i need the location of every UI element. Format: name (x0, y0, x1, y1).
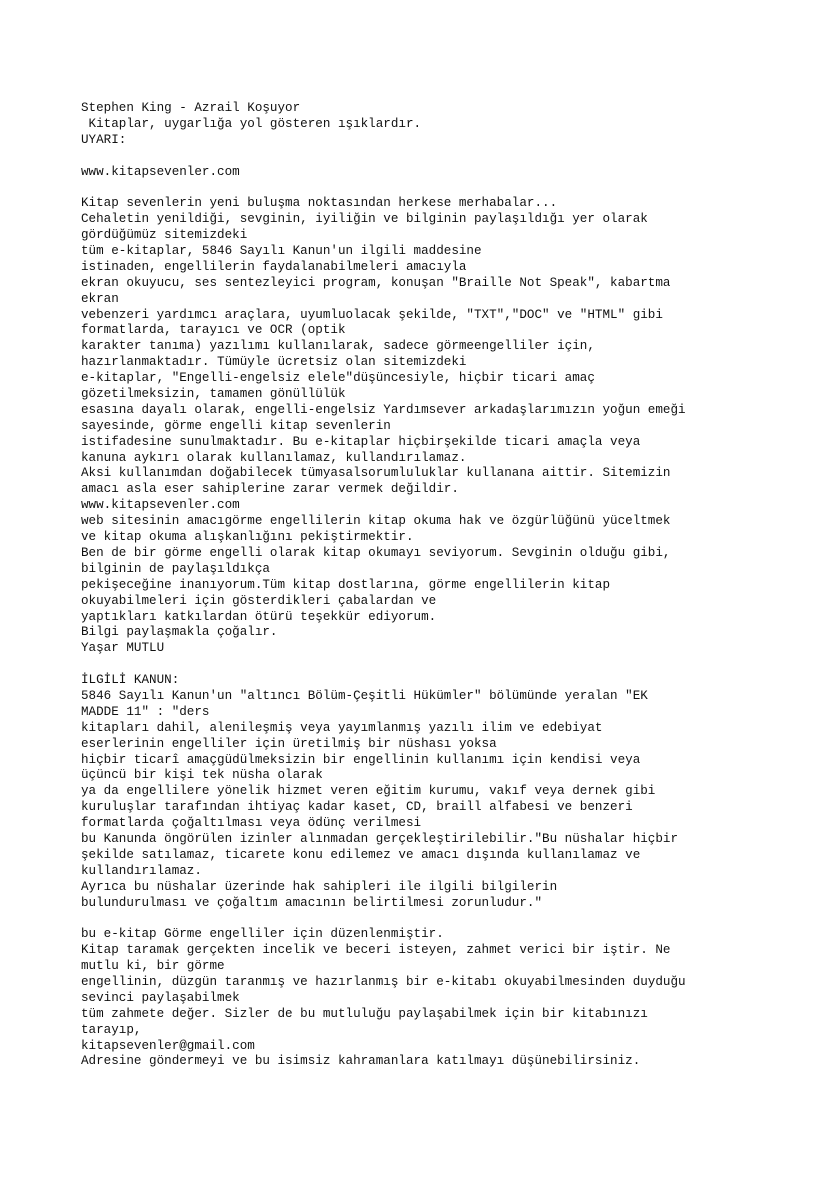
text-line: kitapsevenler@gmail.com (81, 1038, 255, 1053)
text-line: sayesinde, görme engelli kitap sevenlerin (81, 418, 391, 433)
text-line: bilginin de paylaşıldıkça (81, 561, 270, 576)
text-line: formatlarda çoğaltılması veya ödünç verilmesi (81, 816, 422, 831)
text-line: hiçbir ticarî amaçgüdülmeksizin bir engellinin kullanımı için kendisi veya (81, 752, 641, 767)
document-page (81, 101, 781, 1070)
text-line: amacı asla eser sahiplerine zarar vermek değildir. (81, 482, 459, 497)
text-line: web sitesinin amacıgörme engellilerin kitap okuma hak ve özgürlüğünü yüceltmek (81, 514, 671, 529)
text-line: kuruluşlar tarafından ihtiyaç kadar kaset, CD, braill alfabesi ve benzeri (81, 800, 633, 815)
text-line: karakter tanıma) yazılımı kullanılarak, sadece görmeengelliler için, (81, 339, 595, 354)
text-line: formatlarda, tarayıcı ve OCR (optik (81, 323, 346, 338)
text-line: Cehaletin yenildiği, sevginin, iyiliğin ve bilginin paylaşıldığı yer olarak (81, 212, 648, 227)
text-line: vebenzeri yardımcı araçlara, uyumluolacak şekilde, "TXT","DOC" ve "HTML" gibi (81, 307, 663, 322)
text-line: 5846 Sayılı Kanun'un "altıncı Bölüm-Çeşitli Hükümler" bölümünde yeralan "EK (81, 688, 648, 703)
text-line: Adresine göndermeyi ve bu isimsiz kahramanlara katılmayı düşünebilirsiniz. (81, 1054, 641, 1069)
text-line: Bilgi paylaşmakla çoğalır. (81, 625, 278, 640)
text-line: eserlerinin engelliler için üretilmiş bir nüshası yoksa (81, 736, 497, 751)
text-line: Ben de bir görme engelli olarak kitap okumayı seviyorum. Sevginin olduğu gibi, (81, 545, 671, 560)
text-line: www.kitapsevenler.com (81, 498, 240, 513)
paragraph-gap (81, 149, 781, 165)
text-line: bulundurulması ve çoğaltım amacının belirtilmesi zorunludur." (81, 895, 543, 910)
text-line: Stephen King - Azrail Koşuyor (81, 101, 301, 115)
text-line: tüm e-kitaplar, 5846 Sayılı Kanun'un ilgili maddesine (81, 244, 482, 259)
text-line: gözetilmeksizin, tamamen gönüllülük (81, 387, 346, 402)
paragraph-gap (81, 180, 781, 196)
text-line: Yaşar MUTLU (81, 641, 165, 656)
paragraph-gap (81, 657, 781, 673)
text-line: okuyabilmeleri için gösterdikleri çabalardan ve (81, 593, 437, 608)
text-line: kullandırılamaz. (81, 863, 202, 878)
text-line: kitapları dahil, alenileşmiş veya yayımlanmış yazılı ilim ve edebiyat (81, 720, 603, 735)
text-line: ekran okuyucu, ses sentezleyici program, konuşan "Braille Not Speak", kabartma (81, 275, 671, 290)
text-line: MADDE 11" : "ders (81, 704, 210, 719)
text-line: şekilde satılamaz, ticarete konu edilemez ve amacı dışında kullanılamaz ve (81, 847, 641, 862)
text-line: bu e-kitap Görme engelliler için düzenlenmiştir. (81, 927, 444, 942)
text-line: üçüncü bir kişi tek nüsha olarak (81, 768, 323, 783)
text-line: Kitap sevenlerin yeni buluşma noktasından herkese merhabalar... (81, 196, 558, 211)
text-line: tüm zahmete değer. Sizler de bu mutluluğu paylaşabilmek için bir kitabınızı (81, 1006, 648, 1021)
text-line: Ayrıca bu nüshalar üzerinde hak sahipleri ile ilgili bilgilerin (81, 879, 558, 894)
text-line: ekran (81, 291, 119, 306)
text-line: www.kitapsevenler.com (81, 164, 240, 179)
paragraph-gap (81, 911, 781, 927)
text-line: e-kitaplar, "Engelli-engelsiz elele"düşüncesiyle, hiçbir ticari amaç (81, 371, 595, 386)
text-line: mutlu ki, bir görme (81, 959, 225, 974)
text-line: ya da engellilere yönelik hizmet veren eğitim kurumu, vakıf veya dernek gibi (81, 784, 656, 799)
text-line: sevinci paylaşabilmek (81, 990, 240, 1005)
text-line: yaptıkları katkılardan ötürü teşekkür ediyorum. (81, 609, 437, 624)
text-line: esasına dayalı olarak, engelli-engelsiz Yardımsever arkadaşlarımızın yoğun emeği (81, 402, 686, 417)
text-line: gördüğümüz sitemizdeki (81, 228, 248, 243)
text-line: istinaden, engellilerin faydalanabilmeleri amacıyla (81, 259, 467, 274)
text-line: Kitaplar, uygarlığa yol gösteren ışıklardır. (81, 116, 422, 131)
text-line: ve kitap okuma alışkanlığını pekiştirmektir. (81, 530, 414, 545)
text-line: Kitap taramak gerçekten incelik ve beceri isteyen, zahmet verici bir iştir. Ne (81, 943, 671, 958)
text-line: kanuna aykırı olarak kullanılamaz, kullandırılamaz. (81, 450, 467, 465)
text-line: bu Kanunda öngörülen izinler alınmadan gerçekleştirilebilir."Bu nüshalar hiçbir (81, 831, 679, 846)
text-line: tarayıp, (81, 1022, 142, 1037)
text-line: istifadesine sunulmaktadır. Bu e-kitaplar hiçbirşekilde ticari amaçla veya (81, 434, 641, 449)
text-line: Aksi kullanımdan doğabilecek tümyasalsorumluluklar kullanana aittir. Sitemizin (81, 466, 671, 481)
text-line: hazırlanmaktadır. Tümüyle ücretsiz olan sitemizdeki (81, 355, 467, 370)
text-line: İLGİLİ KANUN: (81, 673, 180, 688)
text-line: engellinin, düzgün taranmış ve hazırlanmış bir e-kitabı okuyabilmesinden duyduğu (81, 974, 686, 989)
text-line: pekişeceğine inanıyorum.Tüm kitap dostlarına, görme engellilerin kitap (81, 577, 611, 592)
text-line: UYARI: (81, 132, 127, 147)
